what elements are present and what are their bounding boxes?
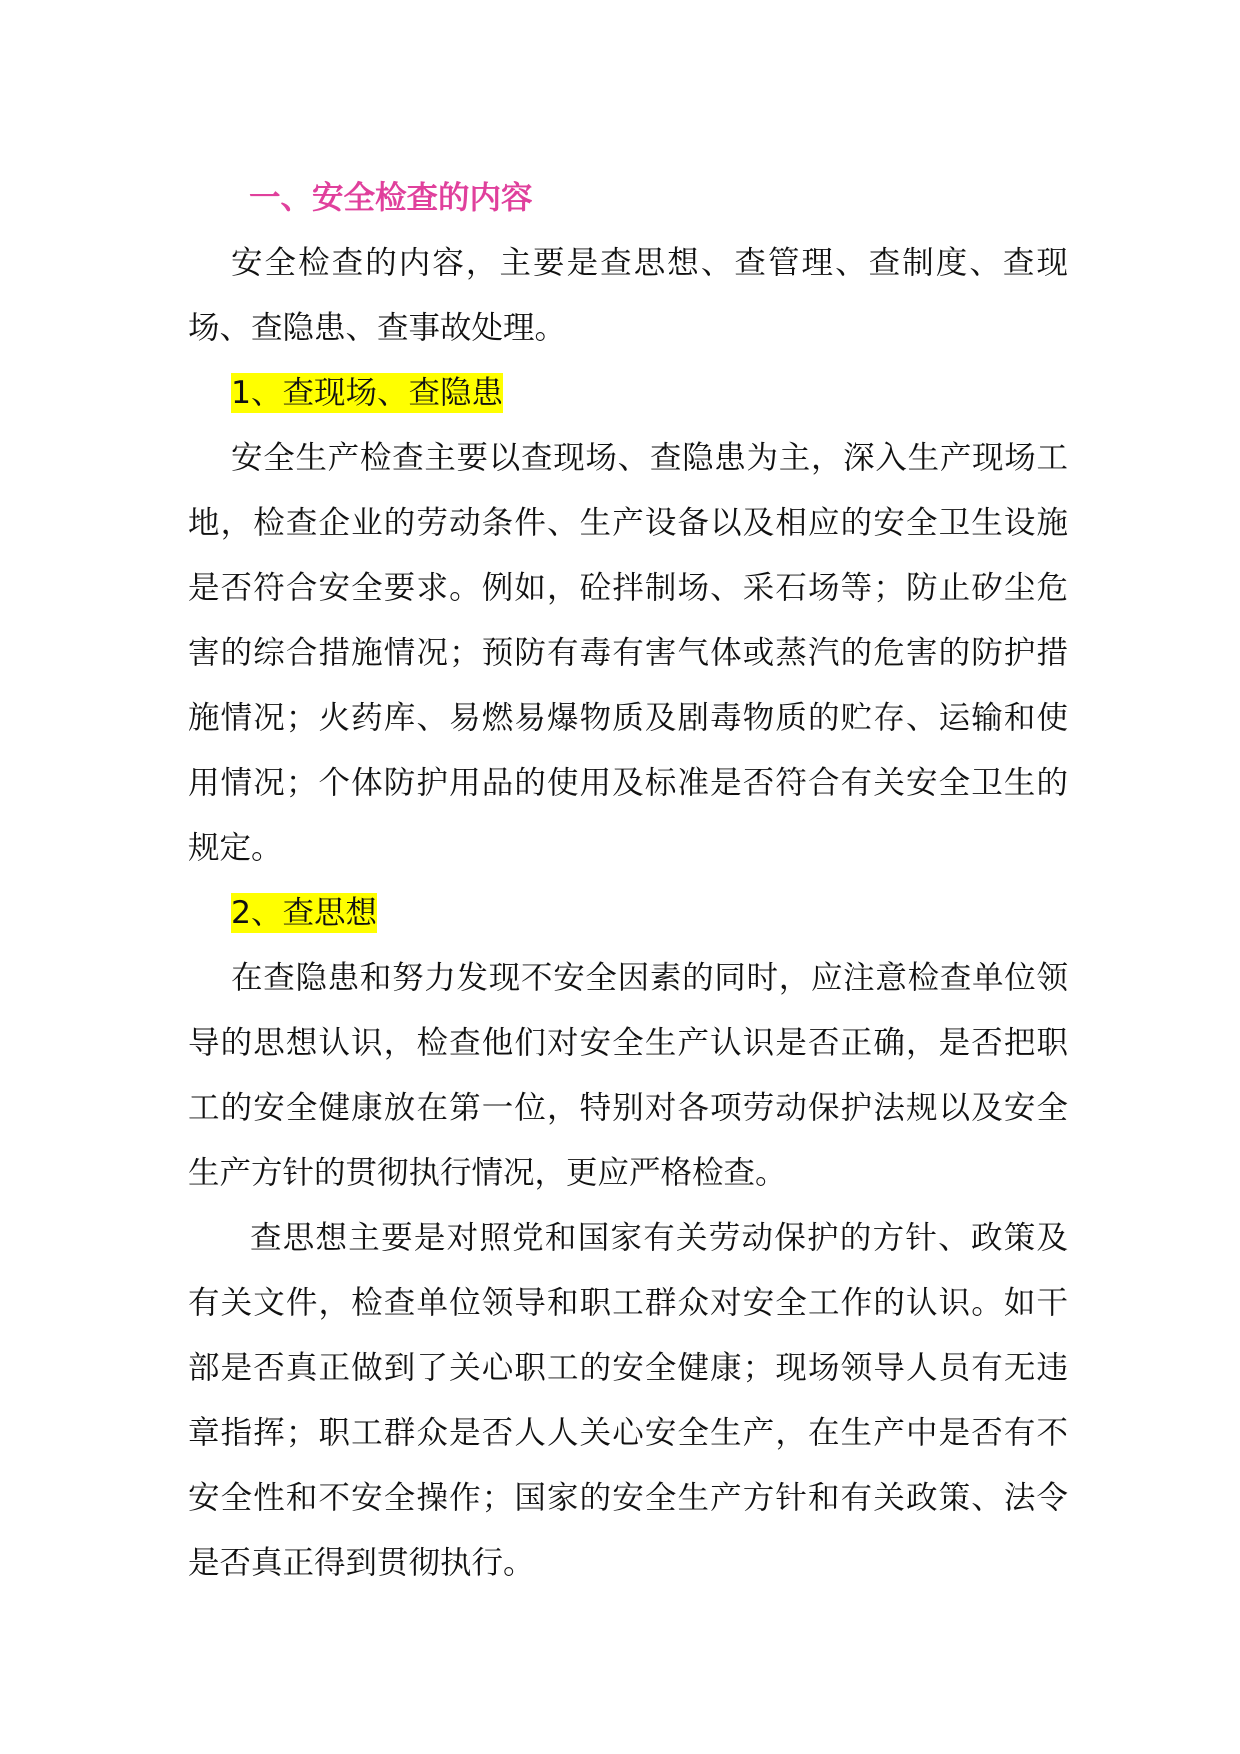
subsection-1-paragraph: 安全生产检查主要以查现场、查隐患为主，深入生产现场工地，检查企业的劳动条件、生产设备以及相应的安全卫生设施是否符合安全要求。例如，砼拌制场、采石场等；防止矽尘危害的综合措施情况；预防有毒有害气体或蒸汽的危害的防护措施情况；火药库、易燃易爆物质及剧毒物质的贮存、运输和使用情况；个体防护用品的使用及标准是否符合有关安全卫生的规定。: [188, 440, 1068, 866]
subsection-heading-2: [188, 881, 1068, 946]
subsection-heading-1-text: 1、查现场、查隐患: [231, 375, 504, 411]
subsection-heading-1: [188, 361, 1068, 426]
section-title: 一、安全检查的内容: [249, 180, 533, 216]
subsection-2-paragraph-2: 查思想主要是对照党和国家有关劳动保护的方针、政策及有关文件，检查单位领导和职工群众对安全工作的认识。如干部是否真正做到了关心职工的安全健康；现场领导人员有无违章指挥；职工群众是否人人关心安全生产，在生产中是否有不安全性和不安全操作；国家的安全生产方针和有关政策、法令是否真正得到贯彻执行。: [188, 1220, 1068, 1581]
subsection-2-paragraph-1: 在查隐患和努力发现不安全因素的同时，应注意检查单位领导的思想认识，检查他们对安全生产认识是否正确，是否把职工的安全健康放在第一位，特别对各项劳动保护法规以及安全生产方针的贯彻执行情况，更应严格检查。: [188, 960, 1068, 1191]
document-body: [188, 166, 1068, 1596]
intro-paragraph: 安全检查的内容，主要是查思想、查管理、查制度、查现场、查隐患、查事故处理。: [188, 245, 1068, 346]
subsection-heading-2-text: 2、查思想: [231, 895, 378, 931]
